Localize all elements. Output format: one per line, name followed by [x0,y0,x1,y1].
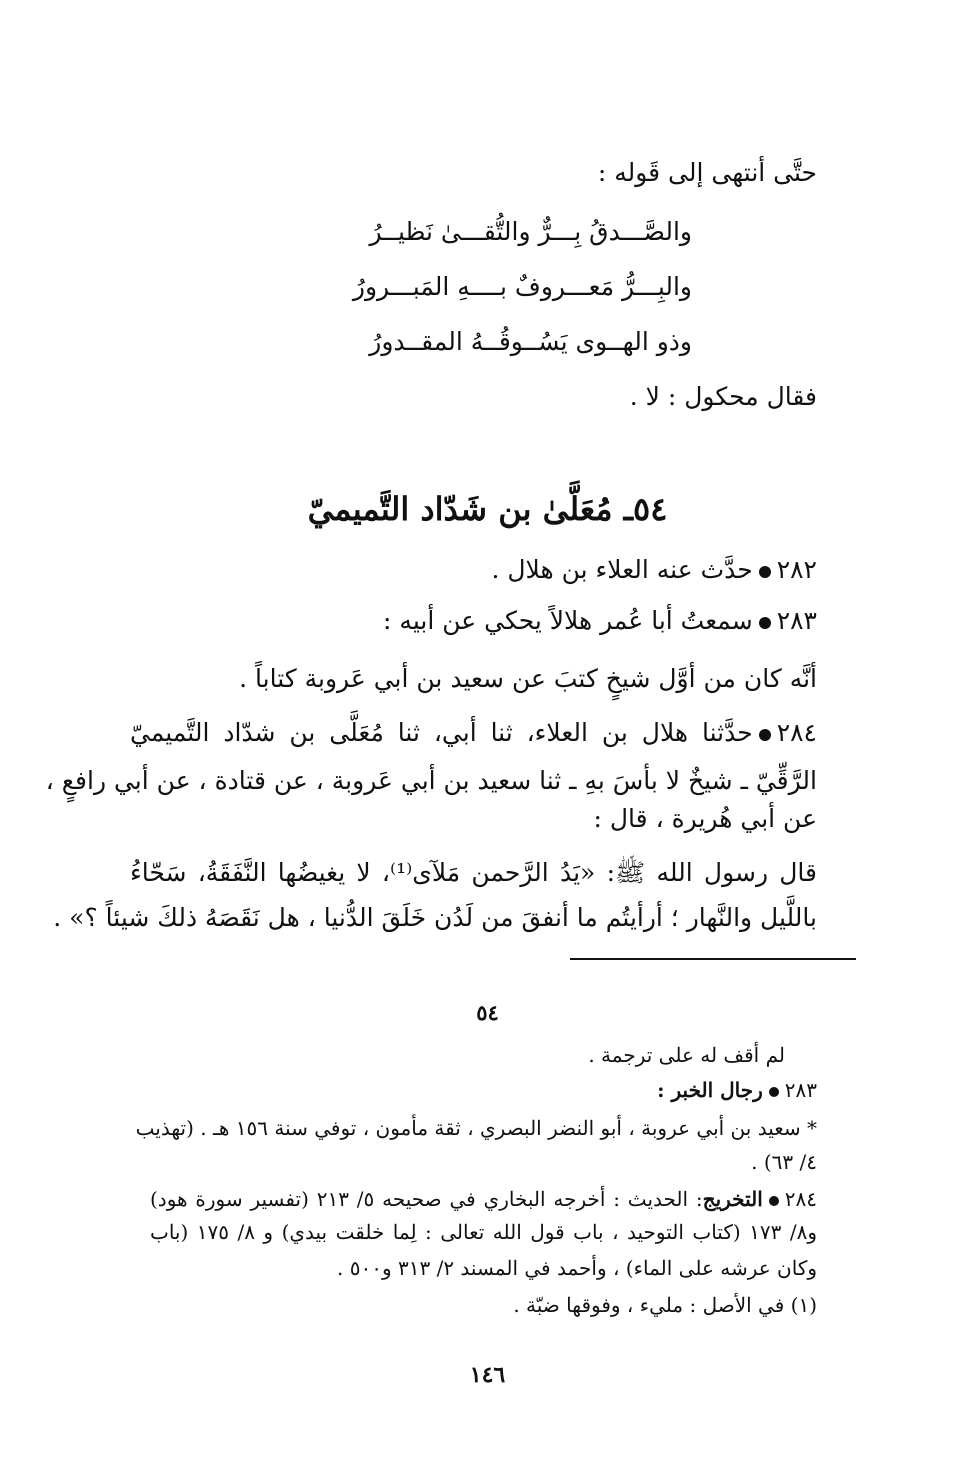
verse-line-1: والصَّـــدقُ بِـــرٌّ والتُّقـــىٰ نَظيــرُ [369,217,692,246]
footnote-283 [150,1078,817,1102]
entry-283-text: سمعتُ أبا عُمر هلالاً يحكي عن أبيه : [383,606,753,635]
entry-283-number: ٢٨٣ [776,606,817,635]
entry-282-number: ٢٨٢ [776,555,817,584]
footnote-283-number: ٢٨٣ [784,1078,817,1102]
footnote-284-number: ٢٨٤ [784,1187,817,1211]
entry-284 [130,718,817,748]
intro-line: حتَّى أنتهى إلى قَوله : [597,158,817,187]
footnote-divider [570,958,856,960]
entry-284-line-1: حدَّثنا هلال بن العلاء، ثنا أبي، ثنا مُعَلَّى بن شدّاد التَّميميّ [130,718,753,747]
footnote-no-bio: لم أقف له على ترجمة . [588,1043,785,1067]
entry-283-continuation: أنَّه كان من أوَّل شيخٍ كتبَ عن سعيد بن أبي عَروبة كتاباً . [239,664,817,693]
footnote-1: (١) في الأصل : مليء ، وفوقها ضبّة . [513,1293,817,1317]
footnote-283-title: رجال الخبر : [657,1078,763,1102]
footnote-284-line-1: : الحديث : أخرجه البخاري في صحيحه ٥/ ٢١٣ (تفسير سورة هود) [150,1187,703,1211]
verse-line-2: والبِـــرُّ مَعـــروفٌ بــــهِ المَبـــرورُ [352,272,692,301]
entry-282-text: حدَّث عنه العلاء بن هلال . [491,555,753,584]
entry-284-line-2: الرَّقِّيّ ـ شيخٌ لا بأسَ بهِ ـ ثنا سعيد بن أبي عَروبة ، عن قتادة ، عن أبي رافعٍ ، [45,766,817,795]
bullet-icon [769,1087,779,1097]
bullet-icon [759,566,771,578]
footnote-284-title: التخريج [702,1187,763,1211]
entry-283 [130,606,817,636]
entry-284-number: ٢٨٤ [776,718,817,747]
bullet-icon [769,1196,779,1206]
footnote-284-line-2: و٨/ ١٧٣ (كتاب التوحيد ، باب قول الله تعالى : لِما خلقت بيدي) و ٨/ ١٧٥ (باب [150,1220,817,1244]
page-number: ١٤٦ [469,1362,506,1388]
footnote-284-line-3: وكان عرشه على الماء) ، وأحمد في المسند ٢/ ٣١٣ و٥٠٠ . [337,1256,817,1280]
footnote-283-line-1: * سعيد بن أبي عروبة ، أبو النضر البصري ، ثقة مأمون ، توفي سنة ١٥٦ هـ . (تهذيب [135,1116,817,1140]
verse-line-3: وذو الهــوى يَسُــوقُــهُ المقــدورُ [369,327,692,356]
conclusion-line: فقال محكول : لا . [629,382,817,411]
footnote-283-line-2: ٤/ ٦٣) . [751,1150,817,1174]
entry-282 [130,555,817,585]
section-heading: ٥٤ـ مُعَلَّىٰ بن شَدّاد التَّميميّ [307,490,668,528]
bullet-icon [759,617,771,629]
bullet-icon [759,729,771,741]
footnote-284 [150,1187,817,1211]
entry-284-line-3: عن أبي هُريرة ، قال : [593,804,817,833]
hadith-line-1: قال رسول الله ﷺ: «يَدُ الرَّحمن مَلآى⁽¹⁾، لا يغيضُها النَّفَقَةُ، سَحّاءُ [130,858,817,887]
footnote-section-number: ٥٤ [476,1000,499,1025]
hadith-line-2: باللَّيل والنَّهار ؛ أرأيتُم ما أنفقَ من لَدُن خَلَقَ الدُّنيا ، هل نَقَصَهُ ذلكَ شيئاً ؟» . [53,903,817,932]
